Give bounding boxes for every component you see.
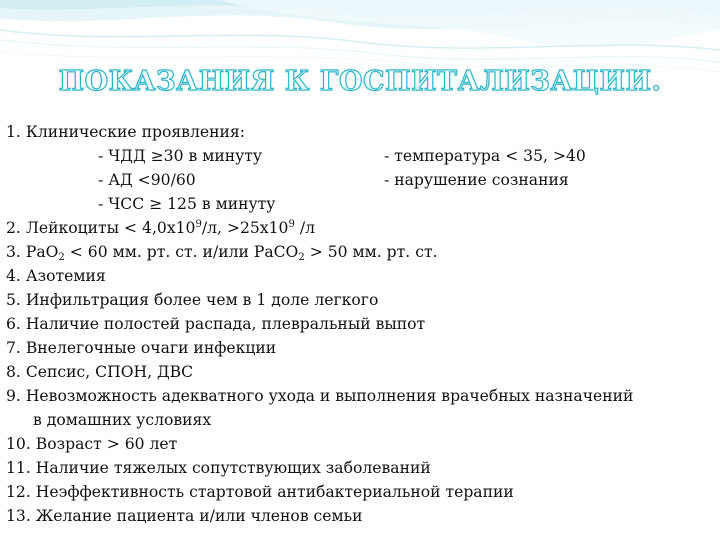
sub-item-row-2	[6, 168, 718, 192]
item-2-part-a: 2. Лейкоциты < 4,0х10	[6, 219, 196, 237]
item-5-text: 5. Инфильтрация более чем в 1 доле легкого	[6, 291, 379, 309]
item-10-text: 10. Возраст > 60 лет	[6, 435, 178, 453]
item-11-text: 11. Наличие тяжелых сопутствующих заболеваний	[6, 459, 431, 477]
list-item-10	[6, 432, 718, 456]
item-1-text: 1. Клинические проявления:	[6, 123, 245, 141]
sub-item-rr: - ЧДД ≥30 в минуту	[98, 147, 263, 165]
sub-item-temperature: - температура < 35, >40	[384, 147, 586, 165]
item-8-text: 8. Сепсис, СПОН, ДВС	[6, 363, 194, 381]
sub-item-consciousness: - нарушение сознания	[384, 171, 569, 189]
list-item-4	[6, 264, 718, 288]
list-item-3	[6, 240, 718, 264]
item-13-text: 13. Желание пациента и/или членов семьи	[6, 507, 363, 525]
list-item-9-continuation	[6, 408, 718, 432]
sub-item-row-3	[6, 192, 718, 216]
indications-list	[6, 120, 718, 528]
list-item-5	[6, 288, 718, 312]
item-2-sup-1: 9	[195, 219, 202, 230]
list-item-1	[6, 120, 718, 144]
list-item-6	[6, 312, 718, 336]
list-item-8	[6, 360, 718, 384]
item-9-line-1: 9. Невозможность адекватного ухода и выполнения врачебных назначений	[6, 387, 634, 405]
sub-item-hr: - ЧСС ≥ 125 в минуту	[98, 195, 276, 213]
item-7-text: 7. Внелегочные очаги инфекции	[6, 339, 277, 357]
item-12-text: 12. Неэффективность стартовой антибактериальной терапии	[6, 483, 514, 501]
item-2-part-b: /л, >25х10	[201, 219, 289, 237]
item-2-part-c: /л	[294, 219, 315, 237]
list-item-12	[6, 480, 718, 504]
item-6-text: 6. Наличие полостей распада, плевральный выпот	[6, 315, 426, 333]
item-3-part-b: < 60 мм. рт. ст. и/или РаСО	[64, 243, 299, 261]
sub-item-bp: - АД <90/60	[98, 171, 196, 189]
item-4-text: 4. Азотемия	[6, 267, 106, 285]
list-item-2	[6, 216, 718, 240]
slide-title: ПОКАЗАНИЯ К ГОСПИТАЛИЗАЦИИ.	[58, 66, 662, 97]
item-2-sup-2: 9	[288, 219, 295, 230]
list-item-9	[6, 384, 718, 408]
item-3-part-a: 3. РаО	[6, 243, 59, 261]
item-3-part-c: > 50 мм. рт. ст.	[304, 243, 438, 261]
item-3-sub-2: 2	[298, 252, 305, 263]
item-3-sub-1: 2	[58, 252, 65, 263]
sub-item-row-1	[6, 144, 718, 168]
list-item-11	[6, 456, 718, 480]
item-9-line-2: в домашних условиях	[33, 411, 212, 429]
list-item-13	[6, 504, 718, 528]
list-item-7	[6, 336, 718, 360]
